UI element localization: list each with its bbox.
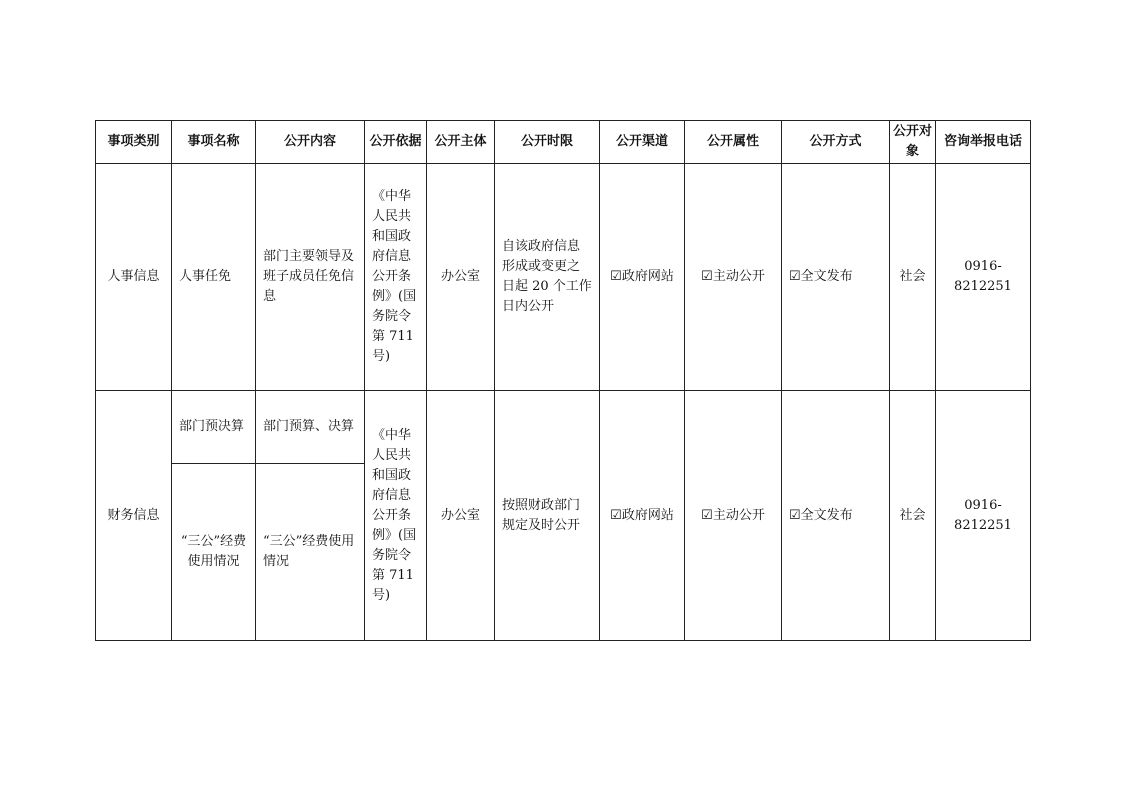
time-limit-cell: 按照财政部门规定及时公开 [495,391,600,641]
header-audience: 公开对象 [890,121,936,164]
content-cell: 部门预算、决算 [256,391,365,464]
attribute-cell: ☑主动公开 [685,164,782,391]
header-basis: 公开依据 [365,121,427,164]
header-content: 公开内容 [256,121,365,164]
audience-cell: 社会 [890,391,936,641]
basis-cell: 《中华人民共和国政府信息公开条例》(国务院令第 711 号) [365,391,427,641]
content-cell: 部门主要领导及班子成员任免信息 [256,164,365,391]
subject-cell: 办公室 [427,164,495,391]
table-row [96,164,1031,391]
method-cell: ☑全文发布 [782,391,890,641]
header-method: 公开方式 [782,121,890,164]
phone-cell: 0916-8212251 [936,391,1031,641]
audience-cell: 社会 [890,164,936,391]
phone-cell: 0916-8212251 [936,164,1031,391]
table-row [96,391,1031,464]
attribute-cell: ☑主动公开 [685,391,782,641]
basis-cell: 《中华人民共和国政府信息公开条例》(国务院令第 711 号) [365,164,427,391]
time-limit-cell: 自该政府信息形成或变更之日起 20 个工作日内公开 [495,164,600,391]
header-attribute: 公开属性 [685,121,782,164]
content-cell: “三公”经费使用情况 [256,464,365,641]
method-cell: ☑全文发布 [782,164,890,391]
channel-cell: ☑政府网站 [600,391,685,641]
item-name-cell: 部门预决算 [172,391,256,464]
header-channel: 公开渠道 [600,121,685,164]
item-name-cell: 人事任免 [172,164,256,391]
header-subject: 公开主体 [427,121,495,164]
item-name-cell: “三公”经费使用情况 [172,464,256,641]
header-category: 事项类别 [96,121,172,164]
header-row [96,121,1031,164]
header-time-limit: 公开时限 [495,121,600,164]
category-cell: 人事信息 [96,164,172,391]
disclosure-table [95,120,1031,641]
channel-cell: ☑政府网站 [600,164,685,391]
header-name: 事项名称 [172,121,256,164]
category-cell: 财务信息 [96,391,172,641]
subject-cell: 办公室 [427,391,495,641]
header-phone: 咨询举报电话 [936,121,1031,164]
